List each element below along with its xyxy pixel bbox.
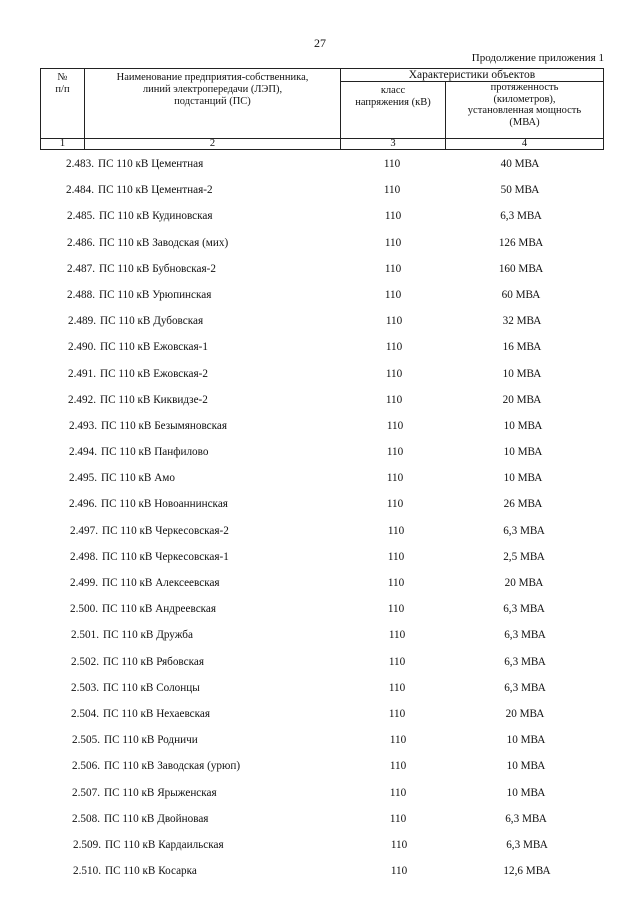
row-voltage: 110 <box>389 812 407 825</box>
table-row <box>40 569 604 595</box>
row-voltage: 110 <box>388 681 406 694</box>
row-capacity: 126 МВА <box>498 236 544 249</box>
row-voltage: 110 <box>388 707 406 720</box>
header-name: Наименование предприятия-собственника, линий электропередачи (ЛЭП), подстанций (ПС) <box>116 72 309 107</box>
row-number: 2.490. <box>68 341 96 354</box>
row-number: 2.484. <box>66 184 94 197</box>
row-voltage: 110 <box>386 472 404 485</box>
row-name: ПС 110 кВ Родничи <box>104 734 198 747</box>
row-name: ПС 110 кВ Рябовская <box>103 655 204 668</box>
row-capacity: 40 МВА <box>500 158 540 170</box>
row-capacity: 10 МВА <box>506 760 546 773</box>
table-row <box>40 700 604 726</box>
table-row <box>40 517 604 543</box>
row-number: 2.510. <box>73 865 101 878</box>
row-voltage: 110 <box>387 603 405 616</box>
table-row <box>40 202 604 228</box>
table-row <box>40 726 604 752</box>
table-row <box>40 805 604 831</box>
table-row <box>40 360 604 386</box>
row-capacity: 10 МВА <box>503 446 543 459</box>
row-voltage: 110 <box>383 184 401 197</box>
row-number: 2.492. <box>68 393 96 406</box>
table-row <box>40 543 604 569</box>
row-number: 2.508. <box>72 812 100 825</box>
row-voltage: 110 <box>390 838 408 851</box>
row-voltage: 110 <box>384 210 402 223</box>
row-number: 2.497. <box>70 524 98 537</box>
row-capacity: 6,3 МВА <box>506 838 548 851</box>
row-capacity: 20 МВА <box>502 393 542 406</box>
row-voltage: 110 <box>385 315 403 328</box>
table-row <box>40 307 604 333</box>
table-row <box>40 648 604 674</box>
row-voltage: 110 <box>386 419 404 432</box>
row-voltage: 110 <box>389 734 407 747</box>
row-name: ПС 110 кВ Цементная-2 <box>98 184 213 197</box>
row-voltage: 110 <box>385 341 403 354</box>
row-number: 2.493. <box>69 419 97 432</box>
row-voltage: 110 <box>388 629 406 642</box>
table-row <box>40 229 604 255</box>
row-name: ПС 110 кВ Заводская (мих) <box>99 236 229 249</box>
row-capacity: 2,5 МВА <box>503 550 545 563</box>
row-number: 2.502. <box>71 655 99 668</box>
row-capacity: 160 МВА <box>498 262 544 275</box>
table-header <box>40 68 604 150</box>
table-row <box>40 281 604 307</box>
row-name: ПС 110 кВ Нехаевская <box>103 707 211 720</box>
row-number: 2.504. <box>71 707 99 720</box>
row-number: 2.483. <box>66 158 94 170</box>
row-number: 2.494. <box>69 446 97 459</box>
continuation-note: Продолжение приложения 1 <box>471 52 604 64</box>
row-capacity: 6,3 МВА <box>500 210 542 223</box>
table-row <box>40 333 604 359</box>
table-row <box>40 490 604 516</box>
row-voltage: 110 <box>384 262 402 275</box>
page-number: 27 <box>314 36 326 50</box>
row-number: 2.485. <box>67 210 95 223</box>
row-name: ПС 110 кВ Ярыженская <box>104 786 217 799</box>
row-number: 2.509. <box>73 838 101 851</box>
table-row <box>40 438 604 464</box>
row-capacity: 10 МВА <box>503 419 543 432</box>
row-capacity: 26 МВА <box>503 498 543 511</box>
row-name: ПС 110 кВ Бубновская-2 <box>99 262 216 275</box>
col-num-1: 1 <box>59 138 66 149</box>
row-capacity: 6,3 МВА <box>504 681 546 694</box>
row-voltage: 110 <box>383 158 401 170</box>
row-number: 2.489. <box>68 315 96 328</box>
row-name: ПС 110 кВ Киквидзе-2 <box>100 393 208 406</box>
row-number: 2.501. <box>71 629 99 642</box>
row-number: 2.506. <box>72 760 100 773</box>
row-number: 2.496. <box>69 498 97 511</box>
table-row <box>40 831 604 857</box>
row-capacity: 20 МВА <box>504 577 544 589</box>
row-number: 2.503. <box>71 681 99 694</box>
row-name: ПС 110 кВ Цементная <box>98 158 204 170</box>
col-num-4: 4 <box>521 138 528 149</box>
col-num-2: 2 <box>209 138 216 149</box>
table-row <box>40 752 604 778</box>
row-capacity: 16 МВА <box>502 341 542 354</box>
table-row <box>40 386 604 412</box>
row-voltage: 110 <box>386 498 404 511</box>
row-capacity: 10 МВА <box>506 734 546 747</box>
row-number: 2.505. <box>72 734 100 747</box>
table-row <box>40 255 604 281</box>
row-capacity: 6,3 МВА <box>504 629 546 642</box>
row-number: 2.500. <box>70 603 98 616</box>
row-number: 2.487. <box>67 262 95 275</box>
row-name: ПС 110 кВ Урюпинская <box>99 288 212 301</box>
table-row <box>40 779 604 805</box>
row-name: ПС 110 кВ Дубовская <box>100 315 204 328</box>
table-row <box>40 412 604 438</box>
row-name: ПС 110 кВ Дружба <box>103 629 193 642</box>
row-number: 2.486. <box>67 236 95 249</box>
row-name: ПС 110 кВ Новоаннинская <box>101 498 228 511</box>
table-row <box>40 621 604 647</box>
row-capacity: 20 МВА <box>505 707 545 720</box>
row-name: ПС 110 кВ Безымяновская <box>101 419 228 432</box>
row-name: ПС 110 кВ Андреевская <box>102 603 217 616</box>
row-name: ПС 110 кВ Солонцы <box>103 681 200 694</box>
row-voltage: 110 <box>387 524 405 537</box>
table-body <box>40 150 604 883</box>
table-row <box>40 674 604 700</box>
row-voltage: 110 <box>385 393 403 406</box>
header-num: № п/п <box>55 72 70 95</box>
row-capacity: 10 МВА <box>506 786 546 799</box>
table-row <box>40 595 604 621</box>
header-capacity: протяженность (километров), установленная мощность (МВА) <box>467 82 582 128</box>
row-number: 2.491. <box>68 367 96 380</box>
row-name: ПС 110 кВ Заводская (урюп) <box>104 760 241 773</box>
row-voltage: 110 <box>389 786 407 799</box>
row-voltage: 110 <box>384 236 402 249</box>
row-capacity: 10 МВА <box>503 472 543 485</box>
row-name: ПС 110 кВ Кудиновская <box>99 210 213 223</box>
row-voltage: 110 <box>389 760 407 773</box>
row-number: 2.507. <box>72 786 100 799</box>
row-name: ПС 110 кВ Алексеевская <box>102 577 220 589</box>
row-capacity: 6,3 МВА <box>503 524 545 537</box>
col-num-3: 3 <box>390 138 396 149</box>
row-name: ПС 110 кВ Косарка <box>105 865 197 878</box>
row-voltage: 110 <box>385 367 403 380</box>
row-name: ПС 110 кВ Двойновая <box>104 812 209 825</box>
row-name: ПС 110 кВ Амо <box>101 472 175 485</box>
row-capacity: 6,3 МВА <box>505 812 547 825</box>
row-number: 2.499. <box>70 577 98 589</box>
row-name: ПС 110 кВ Ежовская-2 <box>100 367 208 380</box>
row-name: ПС 110 кВ Черкесовская-1 <box>102 550 229 563</box>
row-name: ПС 110 кВ Черкесовская-2 <box>102 524 229 537</box>
table-row <box>40 176 604 202</box>
row-name: ПС 110 кВ Кардаильская <box>105 838 224 851</box>
row-capacity: 50 МВА <box>500 184 540 197</box>
row-voltage: 110 <box>387 550 405 563</box>
row-number: 2.495. <box>69 472 97 485</box>
row-capacity: 10 МВА <box>502 367 542 380</box>
row-capacity: 32 МВА <box>502 315 542 328</box>
row-name: ПС 110 кВ Панфилово <box>101 446 209 459</box>
row-number: 2.498. <box>70 550 98 563</box>
table-row <box>40 464 604 490</box>
row-name: ПС 110 кВ Ежовская-1 <box>100 341 208 354</box>
table-row <box>40 150 604 176</box>
row-number: 2.488. <box>67 288 95 301</box>
header-voltage: класс напряжения (кВ) <box>355 85 431 108</box>
row-voltage: 110 <box>390 865 408 878</box>
row-capacity: 6,3 МВА <box>503 603 545 616</box>
row-voltage: 110 <box>384 288 402 301</box>
row-capacity: 6,3 МВА <box>504 655 546 668</box>
row-voltage: 110 <box>388 655 406 668</box>
row-voltage: 110 <box>387 577 405 589</box>
row-capacity: 60 МВА <box>501 288 541 301</box>
row-voltage: 110 <box>386 446 404 459</box>
table-row <box>40 857 604 883</box>
header-characteristics: Характеристики объектов <box>408 69 536 81</box>
row-capacity: 12,6 МВА <box>503 865 551 878</box>
